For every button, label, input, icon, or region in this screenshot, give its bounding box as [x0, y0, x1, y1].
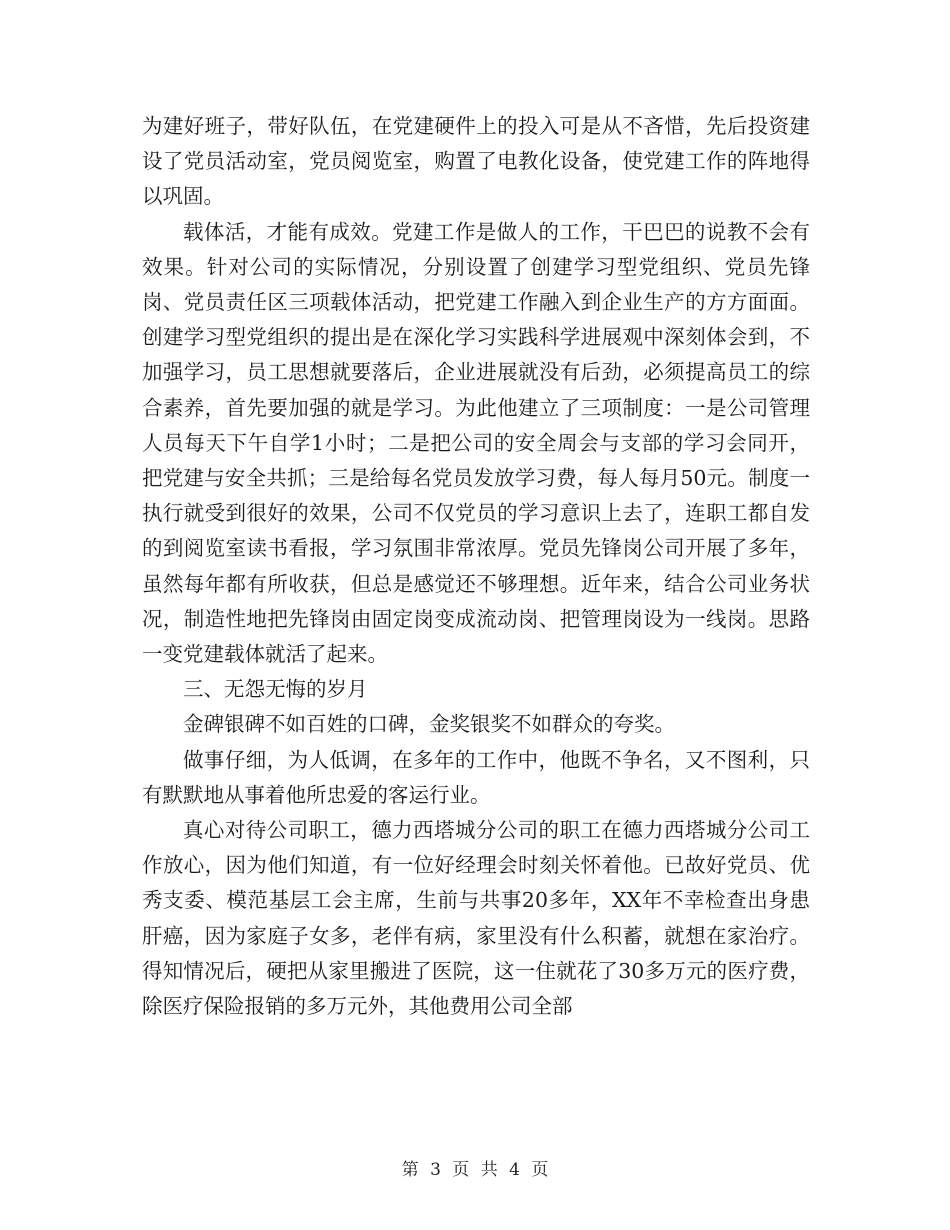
document-body	[142, 109, 810, 1024]
paragraph: 金碑银碑不如百姓的口碑，金奖银奖不如群众的夸奖。	[183, 712, 675, 737]
paragraph: 做事仔细，为人低调，在多年的工作中，他既不争名，又不图利，只有默默地从事着他所忠爱的客运行业。	[142, 747, 810, 807]
paragraph: 为建好班子，带好队伍，在党建硬件上的投入可是从不吝惜，先后投资建设了党员活动室，党员阅览室，购置了电教化设备，使党建工作的阵地得以巩固。	[142, 114, 810, 209]
section-heading: 三、无怨无悔的岁月	[183, 677, 368, 702]
paragraph: 真心对待公司职工，德力西塔城分公司的职工在德力西塔城分公司工作放心，因为他们知道，有一位好经理会时刻关怀着他。已故好党员、优秀支委、模范基层工会主席，生前与共事20多年，XX年不幸检查出身患肝癌，因为家庭子女多，老伴有病，家里没有什么积蓄，就想在家治疗。得知情况后，硬把从家里搬进了医院，这一住就花了30多万元的医疗费，除医疗保险报销的多万元外，其他费用公司全部	[142, 818, 810, 1019]
page-number-footer: 第 3 页 共 4 页	[401, 1160, 549, 1180]
paragraph: 载体活，才能有成效。党建工作是做人的工作，干巴巴的说教不会有效果。针对公司的实际情况，分别设置了创建学习型党组织、党员先锋岗、党员责任区三项载体活动，把党建工作融入到企业生产的方方面面。创建学习型党组织的提出是在深化学习实践科学进展观中深刻体会到，不加强学习，员工思想就要落后，企业进展就没有后劲，必须提高员工的综合素养，首先要加强的就是学习。为此他建立了三项制度：一是公司管理人员每天下午自学1小时；二是把公司的安全周会与支部的学习会同开，把党建与安全共抓；三是给每名党员发放学习费，每人每月50元。制度一执行就受到很好的效果，公司不仅党员的学习意识上去了，连职工都自发的到阅览室读书看报，学习氛围非常浓厚。党员先锋岗公司开展了多年，虽然每年都有所收获，但总是感觉还不够理想。近年来，结合公司业务状况，制造性地把先锋岗由固定岗变成流动岗、把管理岗设为一线岗。思路一变党建载体就活了起来。	[142, 219, 810, 667]
